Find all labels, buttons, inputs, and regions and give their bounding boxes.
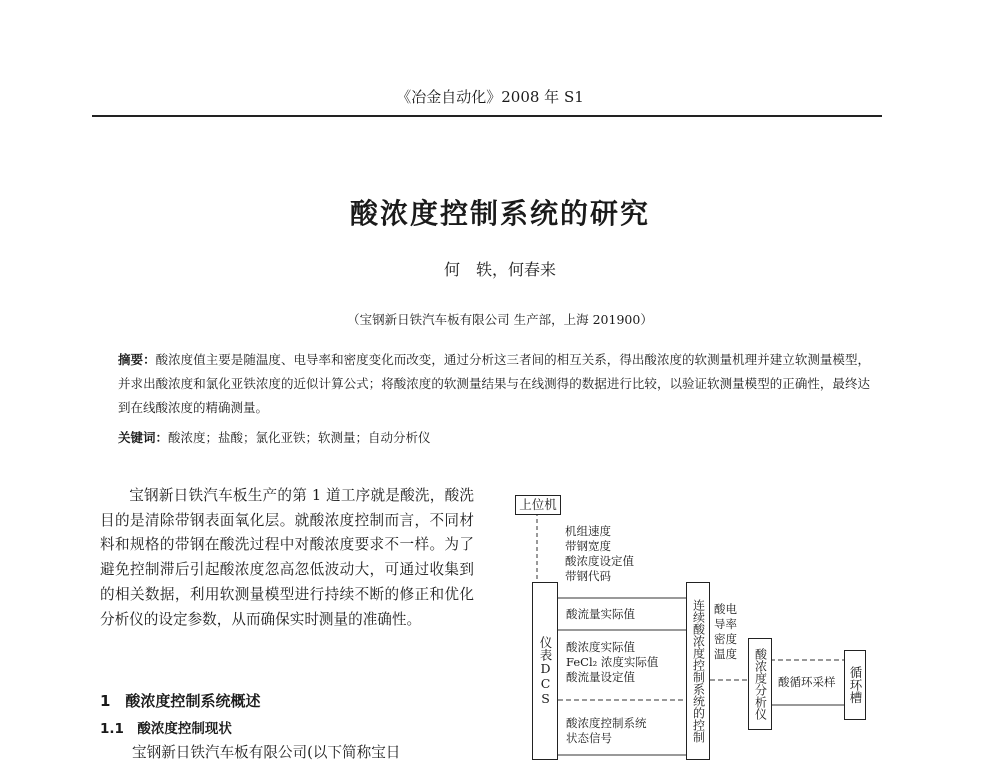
affiliation: （宝钢新日铁汽车板有限公司 生产部，上海 201900） bbox=[347, 312, 653, 327]
control-system-diagram bbox=[510, 490, 890, 760]
circulation-tank-box: 循环槽 bbox=[844, 650, 866, 720]
ctrl-signal: 状态信号 bbox=[566, 731, 612, 745]
host-signal-list bbox=[565, 524, 634, 584]
header-rule bbox=[92, 115, 882, 117]
host-signal: 带钢宽度 bbox=[565, 539, 611, 553]
analyzer-signal: 密度 bbox=[714, 632, 737, 646]
status-signal-group bbox=[566, 716, 647, 746]
journal-header: 《冶金自动化》2008 年 S1 bbox=[396, 88, 584, 106]
keywords-label: 关键词： bbox=[118, 430, 169, 445]
ctrl-signal: 酸流量设定值 bbox=[566, 670, 635, 684]
paper-title: 酸浓度控制系统的研究 bbox=[349, 197, 650, 230]
ctrl-signal: 酸浓度实际值 bbox=[566, 640, 635, 654]
host-signal: 酸浓度设定值 bbox=[565, 554, 634, 568]
ctrl-signal: 酸流量实际值 bbox=[566, 607, 635, 621]
keywords-text: 酸浓度；盐酸；氯化亚铁；软测量；自动分析仪 bbox=[168, 430, 431, 445]
acid-analyzer-box: 酸浓度分析仪 bbox=[748, 638, 772, 730]
dcs-box: 仪表DCS bbox=[532, 582, 558, 760]
abstract-text: 酸浓度值主要是随温度、电导率和密度变化而改变，通过分析这三者间的相互关系，得出酸浓度的软测量机理并建立软测量模型，并求出酸浓度和氯化亚铁浓度的近似计算公式；将酸浓度的软测量结果与在线测得的数据进行比较，以验证软测量模型的正确性，最终达到在线酸浓度的精确测量。 bbox=[118, 352, 870, 415]
section-heading-1: 1 酸浓度控制系统概述 bbox=[100, 692, 261, 710]
keywords bbox=[118, 428, 870, 446]
ctrl-signal-group bbox=[566, 640, 658, 685]
analyzer-signal: 温度 bbox=[714, 647, 737, 661]
host-computer-box: 上位机 bbox=[515, 495, 561, 515]
abstract bbox=[118, 348, 870, 420]
analyzer-signal: 导率 bbox=[714, 617, 737, 631]
analyzer-signal: 酸电 bbox=[714, 602, 737, 616]
body-text-cut-line: 宝钢新日铁汽车板有限公司(以下简称宝日 bbox=[132, 744, 401, 761]
host-signal: 机组速度 bbox=[565, 524, 611, 538]
section-heading-1-1: 1.1 酸浓度控制现状 bbox=[100, 721, 232, 737]
abstract-label: 摘要： bbox=[118, 352, 156, 367]
host-signal: 带钢代码 bbox=[565, 569, 611, 583]
authors: 何 轶，何春来 bbox=[443, 260, 556, 279]
sample-label: 酸循环采样 bbox=[778, 675, 836, 689]
continuous-control-box: 连续酸浓度控制系统的控制 bbox=[686, 582, 710, 760]
ctrl-signal: FeCl₂ 浓度实际值 bbox=[566, 655, 659, 669]
ctrl-signal: 酸浓度控制系统 bbox=[566, 716, 647, 730]
intro-paragraph: 宝钢新日铁汽车板生产的第 1 道工序就是酸洗，酸洗目的是清除带钢表面氧化层。就酸浓度控制而言，不同材料和规格的带钢在酸洗过程中对酸浓度要求不一样。为了避免控制滞后引起酸浓度忽高忽低波动大，可通过收集到的相关数据，利用软测量模型进行持续不断的修正和优化分析仪的设定参数，从而确保实时测量的准确性。 bbox=[100, 487, 474, 628]
analyzer-signal-list bbox=[714, 602, 737, 662]
